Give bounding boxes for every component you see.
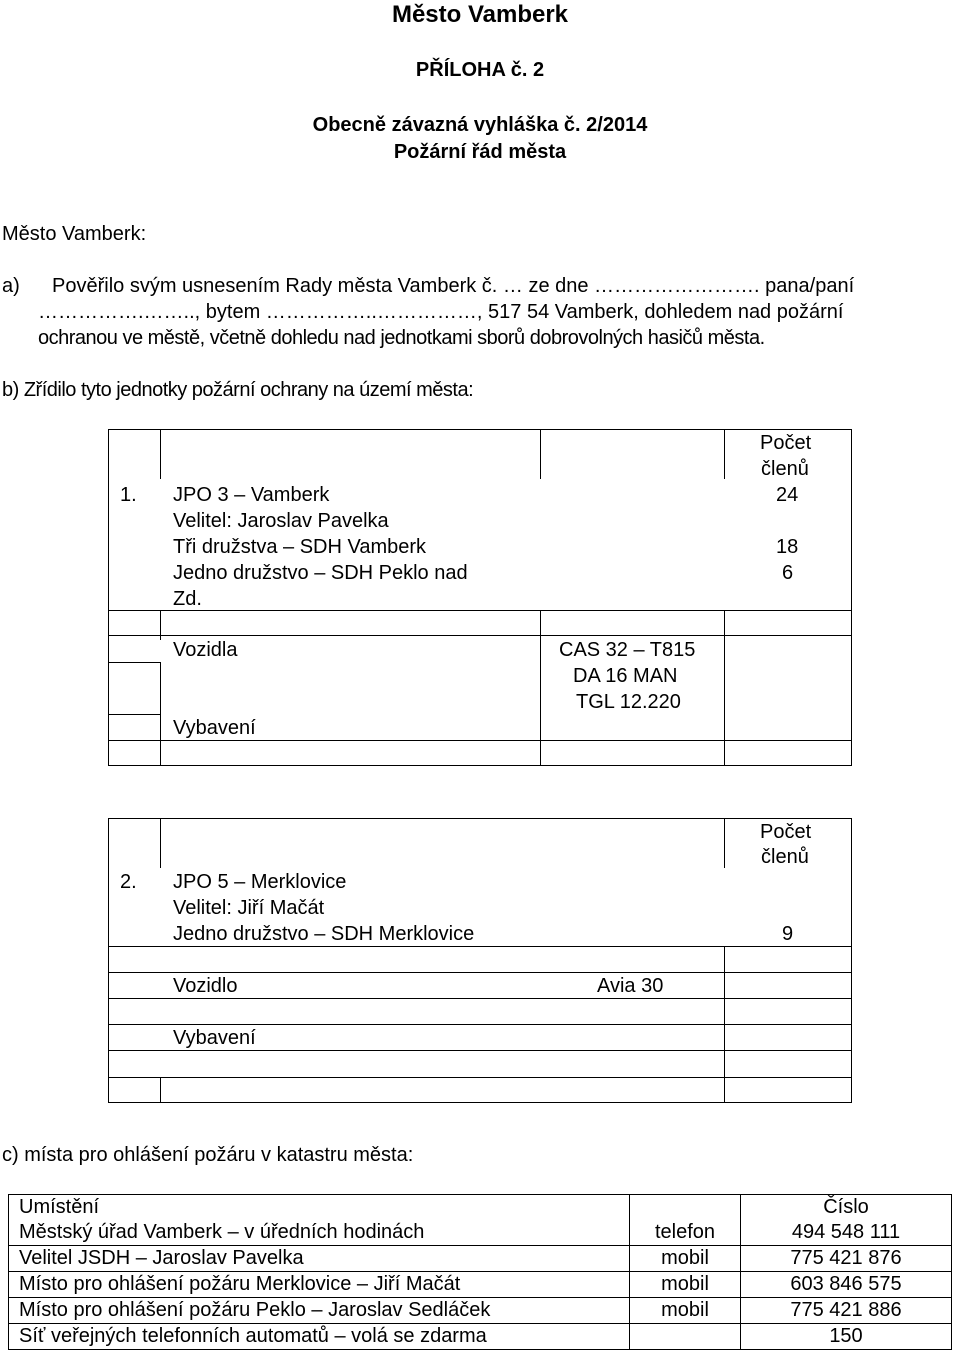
clause-a-marker: a) bbox=[2, 275, 20, 297]
contact-type: telefon bbox=[630, 1220, 741, 1246]
contact-number: 494 548 111 bbox=[741, 1220, 952, 1246]
document-town-title: Město Vamberk bbox=[391, 1, 569, 28]
table-row bbox=[9, 1324, 952, 1350]
unit1-squad1: Tři družstva – SDH Vamberk bbox=[173, 536, 427, 558]
intro-line: Město Vamberk: bbox=[2, 223, 147, 245]
table-row bbox=[9, 1220, 952, 1246]
unit1-count-header-1: Počet bbox=[760, 432, 812, 454]
unit1-vehicle-3: TGL 12.220 bbox=[576, 691, 681, 713]
annex-label: PŘÍLOHA č. 2 bbox=[415, 59, 545, 81]
contact-place: Městský úřad Vamberk – v úředních hodinách bbox=[9, 1220, 630, 1246]
unit1-vehicle-2: DA 16 MAN bbox=[573, 665, 678, 687]
unit1-name-count: 24 bbox=[776, 484, 799, 506]
unit1-vehicle-1: CAS 32 – T815 bbox=[559, 639, 696, 661]
table-row bbox=[9, 1298, 952, 1324]
unit2-name: JPO 5 – Merklovice bbox=[173, 871, 347, 893]
unit2-count-header-2: členů bbox=[761, 846, 809, 868]
contact-type: mobil bbox=[630, 1298, 741, 1324]
contact-place: Místo pro ohlášení požáru Merklovice – Jiří Mačát bbox=[9, 1272, 630, 1298]
contact-number: 775 421 876 bbox=[741, 1246, 952, 1272]
contact-number: 150 bbox=[741, 1324, 952, 1350]
contacts-col-place: Umístění bbox=[9, 1195, 630, 1221]
unit2-commander: Velitel: Jiří Mačát bbox=[173, 897, 325, 919]
unit1-commander: Velitel: Jaroslav Pavelka bbox=[173, 510, 389, 532]
contact-type: mobil bbox=[630, 1246, 741, 1272]
table-row bbox=[9, 1272, 952, 1298]
unit1-squad2-line1: Jedno družstvo – SDH Peklo nad bbox=[173, 562, 468, 584]
contact-type: mobil bbox=[630, 1272, 741, 1298]
contact-place: Síť veřejných telefonních automatů – volá se zdarma bbox=[9, 1324, 630, 1350]
unit2-vehicle-1: Avia 30 bbox=[597, 975, 664, 997]
unit1-squad2-count: 6 bbox=[782, 562, 794, 584]
unit2-count-header-1: Počet bbox=[760, 821, 812, 843]
table-row bbox=[9, 1246, 952, 1272]
contacts-col-type bbox=[630, 1195, 741, 1221]
unit1-count-header-2: členů bbox=[761, 458, 809, 480]
clause-c: c) místa pro ohlášení požáru v katastru města: bbox=[2, 1144, 414, 1166]
unit1-name: JPO 3 – Vamberk bbox=[173, 484, 330, 506]
contact-number: 775 421 886 bbox=[741, 1298, 952, 1324]
unit1-number: 1. bbox=[120, 484, 137, 506]
contact-place: Velitel JSDH – Jaroslav Pavelka bbox=[9, 1246, 630, 1272]
unit1-equipment-label: Vybavení bbox=[173, 717, 256, 739]
contacts-col-number: Číslo bbox=[741, 1195, 952, 1221]
contacts-header-row bbox=[9, 1195, 952, 1221]
clause-b: b) Zřídilo tyto jednotky požární ochrany na území města: bbox=[2, 379, 474, 401]
contact-type bbox=[630, 1324, 741, 1350]
contact-number: 603 846 575 bbox=[741, 1272, 952, 1298]
unit2-equipment-label: Vybavení bbox=[173, 1027, 256, 1049]
unit2-squad1-count: 9 bbox=[782, 923, 794, 945]
clause-a-line2: …………….…….., bytem ……………..……………, 517 54 Vamberk, dohledem nad požární bbox=[38, 301, 844, 323]
unit1-squad1-count: 18 bbox=[776, 536, 799, 558]
decree-subject: Požární řád města bbox=[393, 141, 567, 163]
unit2-vehicles-label: Vozidlo bbox=[173, 975, 238, 997]
decree-title: Obecně závazná vyhláška č. 2/2014 bbox=[312, 114, 648, 136]
unit1-squad2-line2: Zd. bbox=[173, 588, 202, 610]
unit2-number: 2. bbox=[120, 871, 137, 893]
contacts-table bbox=[8, 1194, 952, 1350]
unit2-squad1: Jedno družstvo – SDH Merklovice bbox=[173, 923, 475, 945]
contact-place: Místo pro ohlášení požáru Peklo – Jaroslav Sedláček bbox=[9, 1298, 630, 1324]
unit1-vehicles-label: Vozidla bbox=[173, 639, 238, 661]
clause-a-line3: ochranou ve městě, včetně dohledu nad jednotkami sborů dobrovolných hasičů města. bbox=[38, 327, 765, 349]
clause-a-line1: Pověřilo svým usnesením Rady města Vamberk č. … ze dne ……………………. pana/paní bbox=[52, 275, 855, 297]
